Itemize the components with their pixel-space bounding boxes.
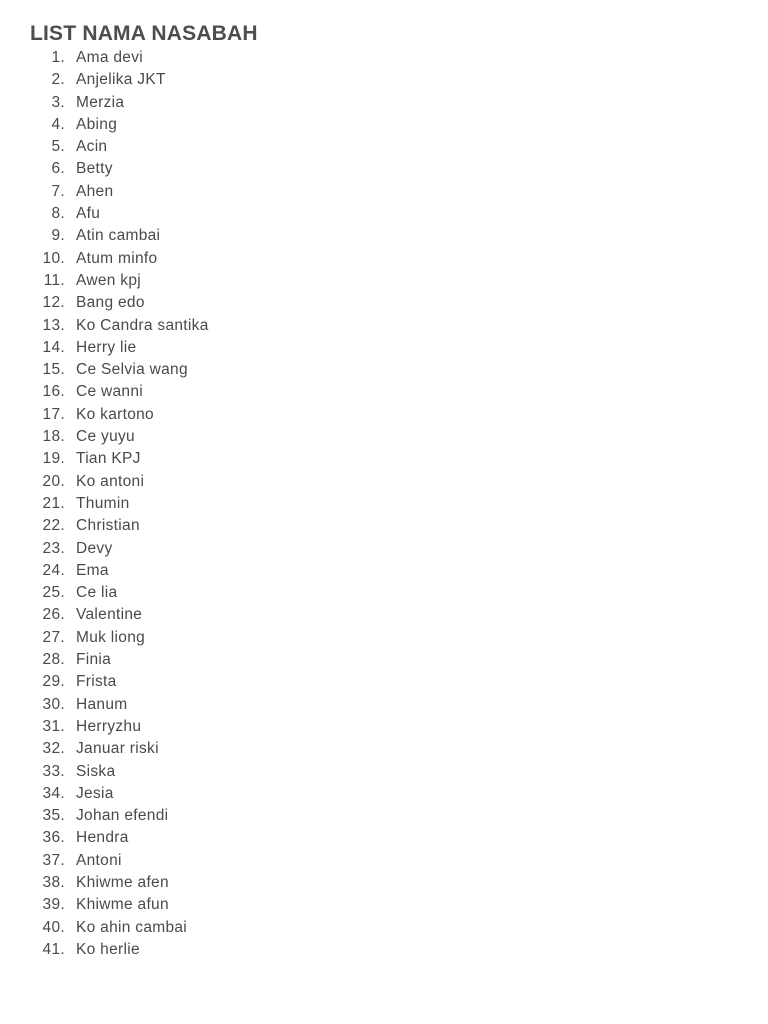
list-item-number: 8. bbox=[51, 205, 65, 223]
list-item bbox=[30, 114, 730, 136]
list-item-number: 18. bbox=[42, 428, 65, 446]
list-item-name: Merzia bbox=[76, 93, 125, 111]
list-item bbox=[30, 560, 730, 582]
list-item-name: Valentine bbox=[76, 606, 143, 624]
list-item-name: Ko ahin cambai bbox=[76, 918, 188, 936]
list-item-name: Khiwme afen bbox=[76, 873, 169, 891]
list-item bbox=[30, 270, 730, 292]
list-item-name: Siska bbox=[76, 762, 116, 780]
list-item bbox=[30, 47, 730, 69]
list-item bbox=[30, 136, 730, 158]
list-item-number: 16. bbox=[42, 383, 65, 401]
list-item-number: 32. bbox=[42, 740, 65, 758]
list-item-number: 3. bbox=[51, 93, 65, 111]
list-item-number: 11. bbox=[43, 271, 65, 289]
list-item-number: 19. bbox=[42, 450, 65, 468]
list-item-number: 41. bbox=[42, 940, 65, 958]
list-item-number: 24. bbox=[42, 561, 65, 579]
list-item-number: 14. bbox=[42, 338, 65, 356]
list-item-name: Antoni bbox=[76, 851, 122, 869]
list-item-number: 30. bbox=[42, 695, 65, 713]
list-item-name: Herry lie bbox=[76, 338, 137, 356]
list-item-number: 17. bbox=[42, 405, 65, 423]
list-item-number: 40. bbox=[42, 918, 65, 936]
list-item bbox=[30, 493, 730, 515]
list-item-number: 27. bbox=[42, 628, 65, 646]
list-item bbox=[30, 538, 730, 560]
list-item-name: Afu bbox=[76, 205, 101, 223]
list-item bbox=[30, 604, 730, 626]
list-item-number: 39. bbox=[42, 896, 65, 914]
list-item-name: Herryzhu bbox=[76, 717, 142, 735]
list-item bbox=[30, 203, 730, 225]
list-item bbox=[30, 738, 730, 760]
list-item bbox=[30, 158, 730, 180]
list-item-name: Devy bbox=[76, 539, 113, 557]
list-item bbox=[30, 181, 730, 203]
list-item-name: Johan efendi bbox=[76, 807, 169, 825]
list-item-number: 38. bbox=[42, 873, 65, 891]
list-item-number: 6. bbox=[51, 160, 65, 178]
list-item-number: 7. bbox=[51, 182, 65, 200]
list-item-number: 10. bbox=[42, 249, 65, 267]
list-item-name: Ahen bbox=[76, 182, 114, 200]
list-item-name: Atin cambai bbox=[76, 227, 161, 245]
list-item-name: Ko herlie bbox=[76, 940, 140, 958]
list-item bbox=[30, 92, 730, 114]
list-item-number: 25. bbox=[42, 584, 65, 602]
list-item-name: Bang edo bbox=[76, 294, 145, 312]
page-title: LIST NAMA NASABAH bbox=[30, 22, 258, 45]
list-item bbox=[30, 694, 730, 716]
list-item bbox=[30, 69, 730, 91]
list-item-name: Abing bbox=[76, 115, 118, 133]
list-item-name: Anjelika JKT bbox=[76, 71, 166, 89]
list-item-number: 9. bbox=[51, 227, 65, 245]
list-item-name: Ce wanni bbox=[76, 383, 144, 401]
list-item bbox=[30, 404, 730, 426]
list-item-name: Ko antoni bbox=[76, 472, 145, 490]
list-item bbox=[30, 292, 730, 314]
list-item-number: 2. bbox=[51, 71, 65, 89]
list-item bbox=[30, 381, 730, 403]
list-item bbox=[30, 671, 730, 693]
list-item-number: 28. bbox=[42, 651, 65, 669]
list-item-name: Khiwme afun bbox=[76, 896, 169, 914]
note-document bbox=[30, 18, 730, 961]
list-item bbox=[30, 872, 730, 894]
list-item-number: 1. bbox=[51, 49, 65, 66]
list-item-name: Finia bbox=[76, 651, 112, 669]
list-item-name: Christian bbox=[76, 517, 140, 535]
list-item-name: Thumin bbox=[76, 494, 130, 512]
list-item-name: Acin bbox=[76, 138, 108, 156]
list-item bbox=[30, 448, 730, 470]
list-item-number: 13. bbox=[42, 316, 65, 334]
list-item-number: 37. bbox=[42, 851, 65, 869]
list-item-number: 5. bbox=[51, 138, 65, 156]
list-item bbox=[30, 827, 730, 849]
list-item-number: 26. bbox=[42, 606, 65, 624]
list-item-name: Hendra bbox=[76, 829, 129, 847]
list-item-name: Ama devi bbox=[76, 49, 144, 66]
list-item-number: 12. bbox=[42, 294, 65, 312]
list-item bbox=[30, 515, 730, 537]
list-item-number: 35. bbox=[42, 807, 65, 825]
list-item-name: Januar riski bbox=[76, 740, 159, 758]
list-item bbox=[30, 359, 730, 381]
list-item bbox=[30, 716, 730, 738]
list-item bbox=[30, 248, 730, 270]
list-item bbox=[30, 582, 730, 604]
list-item-name: Atum minfo bbox=[76, 249, 158, 267]
list-item-number: 34. bbox=[42, 784, 65, 802]
list-item bbox=[30, 471, 730, 493]
list-item-name: Ko Candra santika bbox=[76, 316, 209, 334]
list-item-number: 23. bbox=[42, 539, 65, 557]
list-item bbox=[30, 649, 730, 671]
list-item-name: Tian KPJ bbox=[76, 450, 141, 468]
list-item-number: 15. bbox=[42, 361, 65, 379]
list-item bbox=[30, 627, 730, 649]
list-item-name: Ko kartono bbox=[76, 405, 154, 423]
list-item bbox=[30, 805, 730, 827]
list-item-number: 31. bbox=[42, 717, 65, 735]
list-item-name: Frista bbox=[76, 673, 117, 691]
list-item-number: 22. bbox=[42, 517, 65, 535]
list-item-name: Ce Selvia wang bbox=[76, 361, 188, 379]
list-item bbox=[30, 917, 730, 939]
list-item-number: 21. bbox=[42, 494, 65, 512]
list-item-number: 4. bbox=[51, 115, 65, 133]
list-item bbox=[30, 783, 730, 805]
list-item-name: Ce yuyu bbox=[76, 428, 135, 446]
list-item bbox=[30, 426, 730, 448]
list-item bbox=[30, 939, 730, 961]
list-item-number: 20. bbox=[42, 472, 65, 490]
list-item bbox=[30, 337, 730, 359]
name-list bbox=[30, 47, 730, 961]
list-item bbox=[30, 225, 730, 247]
list-item-number: 29. bbox=[42, 673, 65, 691]
list-item bbox=[30, 315, 730, 337]
list-item bbox=[30, 850, 730, 872]
list-item-name: Betty bbox=[76, 160, 113, 178]
list-item-name: Jesia bbox=[76, 784, 114, 802]
list-item-name: Hanum bbox=[76, 695, 128, 713]
list-item-number: 33. bbox=[42, 762, 65, 780]
list-item-name: Muk liong bbox=[76, 628, 146, 646]
list-item bbox=[30, 894, 730, 916]
list-item bbox=[30, 761, 730, 783]
list-item-name: Awen kpj bbox=[76, 271, 142, 289]
list-item-name: Ema bbox=[76, 561, 109, 579]
list-item-name: Ce lia bbox=[76, 584, 118, 602]
list-item-number: 36. bbox=[42, 829, 65, 847]
